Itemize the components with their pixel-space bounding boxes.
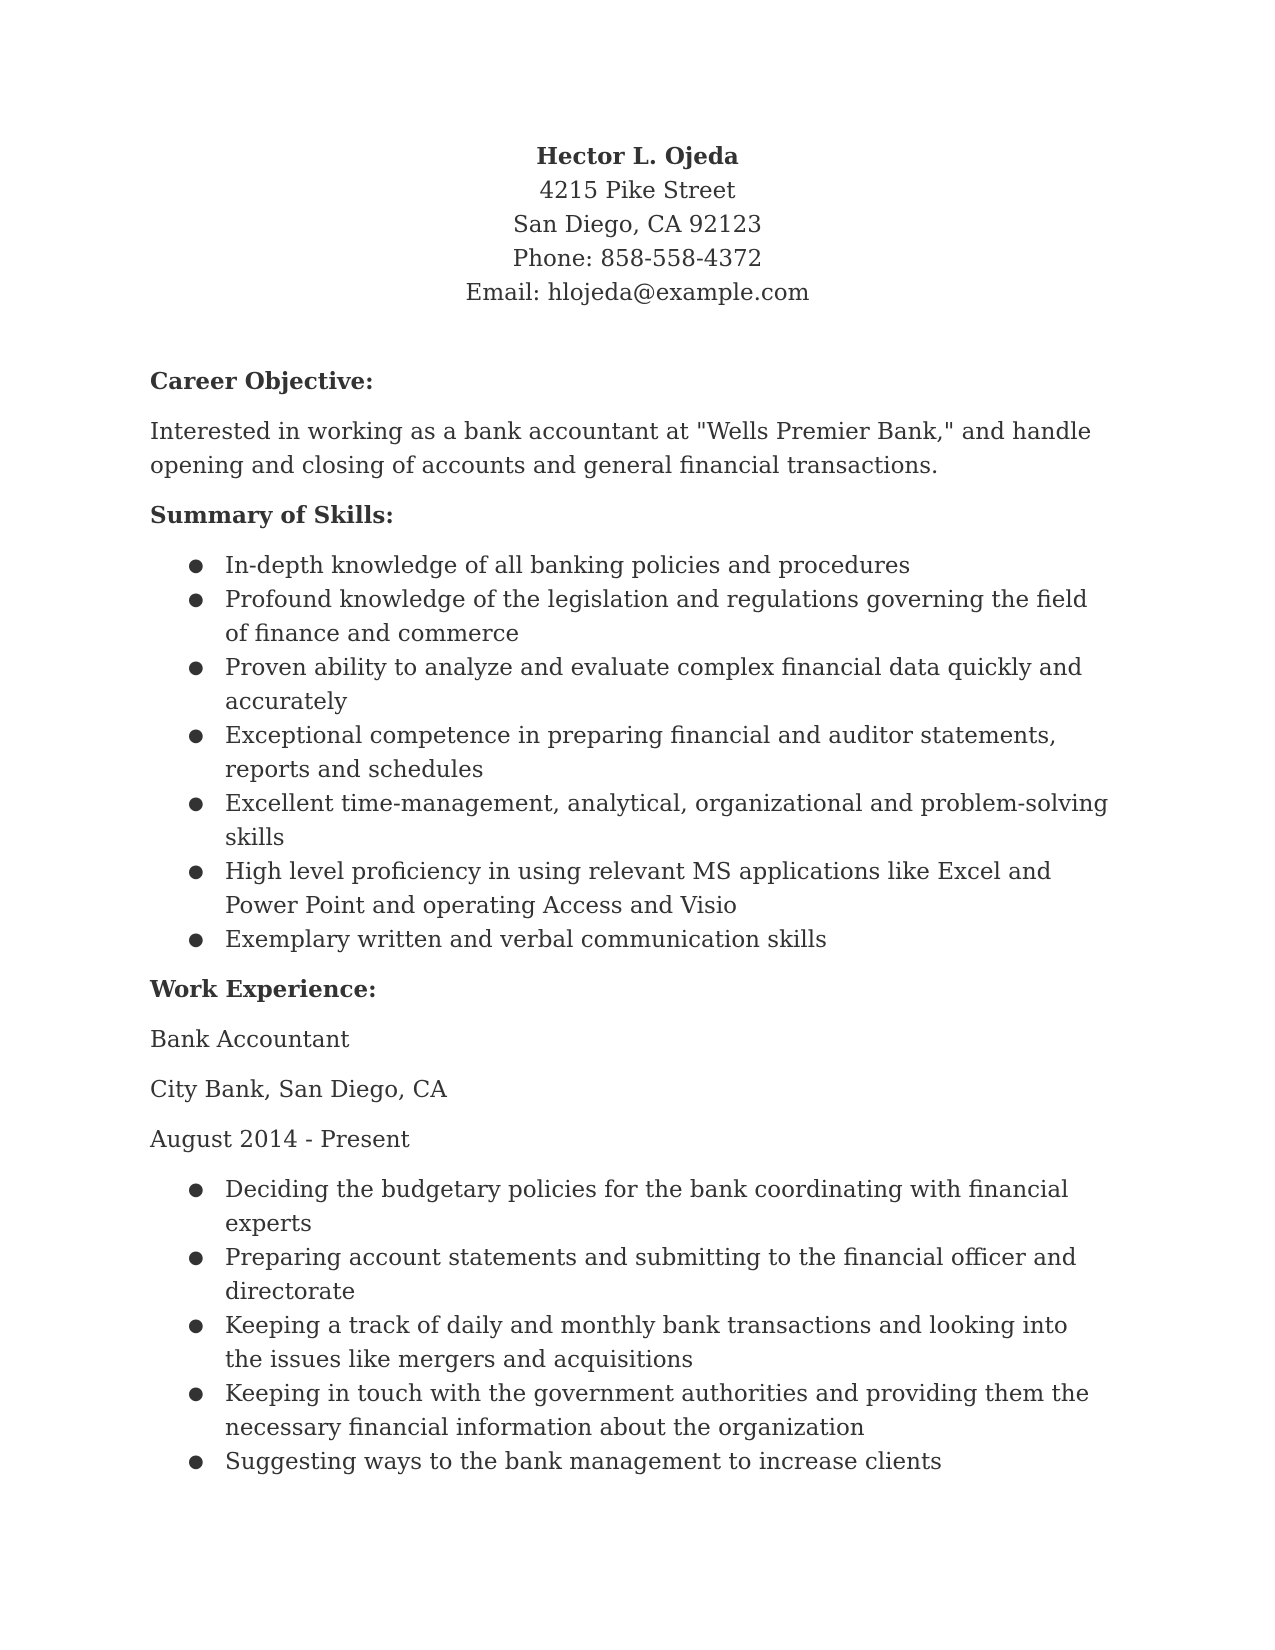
work-experience-heading: Work Experience:: [150, 976, 377, 1003]
skill-text: Profound knowledge of the legislation and regulations governing the field of finance and commerce: [225, 587, 1088, 647]
bullet-icon: ●: [188, 1247, 204, 1268]
bullet-icon: ●: [188, 793, 204, 814]
duties-list: [150, 1173, 1110, 1479]
skill-text: Proven ability to analyze and evaluate complex financial data quickly and accurately: [225, 655, 1083, 715]
skill-item: [150, 549, 1110, 583]
skill-text: Exemplary written and verbal communication skills: [225, 927, 827, 953]
bullet-icon: ●: [188, 589, 204, 610]
skill-text: Excellent time-management, analytical, organizational and problem-solving skills: [225, 791, 1109, 851]
duty-text: Preparing account statements and submitting to the financial officer and directorate: [225, 1245, 1077, 1305]
skill-item: [150, 583, 1110, 651]
skill-text: Exceptional competence in preparing financial and auditor statements, reports and schedules: [225, 723, 1057, 783]
skill-item: [150, 719, 1110, 787]
applicant-name: Hector L. Ojeda: [536, 143, 739, 170]
bullet-icon: ●: [188, 725, 204, 746]
email-line: Email: hlojeda@example.com: [465, 280, 810, 306]
career-objective-text: Interested in working as a bank accountant at "Wells Premier Bank," and handle opening and closing of accounts and general financial transactions.: [150, 419, 1092, 479]
bullet-icon: ●: [188, 1315, 204, 1336]
skill-item: [150, 787, 1110, 855]
bullet-icon: ●: [188, 1179, 204, 1200]
bullet-icon: ●: [188, 929, 204, 950]
address-line-1: 4215 Pike Street: [539, 178, 736, 204]
bullet-icon: ●: [188, 555, 204, 576]
contact-header: [0, 140, 1275, 310]
bullet-icon: ●: [188, 1383, 204, 1404]
duty-text: Keeping a track of daily and monthly bank transactions and looking into the issues like mergers and acquisitions: [225, 1313, 1068, 1373]
skills-list: [150, 549, 1110, 957]
skill-item: [150, 855, 1110, 923]
duty-text: Keeping in touch with the government authorities and providing them the necessary financial information about the organization: [225, 1381, 1090, 1441]
career-objective-heading: Career Objective:: [150, 368, 374, 395]
skill-text: In-depth knowledge of all banking policies and procedures: [225, 553, 911, 579]
job-company: City Bank, San Diego, CA: [150, 1077, 447, 1103]
duty-text: Suggesting ways to the bank management to increase clients: [225, 1449, 942, 1475]
duty-item: [150, 1241, 1110, 1309]
duty-item: [150, 1173, 1110, 1241]
duty-item: [150, 1309, 1110, 1377]
duty-item: [150, 1377, 1110, 1445]
bullet-icon: ●: [188, 657, 204, 678]
job-dates: August 2014 - Present: [150, 1127, 410, 1153]
skill-item: [150, 651, 1110, 719]
skill-item: [150, 923, 1110, 957]
duty-text: Deciding the budgetary policies for the bank coordinating with financial experts: [225, 1177, 1069, 1237]
skills-heading: Summary of Skills:: [150, 502, 394, 529]
resume-body: [150, 365, 1110, 1495]
bullet-icon: ●: [188, 861, 204, 882]
phone-line: Phone: 858-558-4372: [512, 246, 763, 272]
duty-item: [150, 1445, 1110, 1479]
skill-text: High level proficiency in using relevant MS applications like Excel and Power Point and operating Access and Visio: [225, 859, 1052, 919]
bullet-icon: ●: [188, 1451, 204, 1472]
address-line-2: San Diego, CA 92123: [513, 212, 762, 238]
job-title: Bank Accountant: [150, 1027, 350, 1053]
